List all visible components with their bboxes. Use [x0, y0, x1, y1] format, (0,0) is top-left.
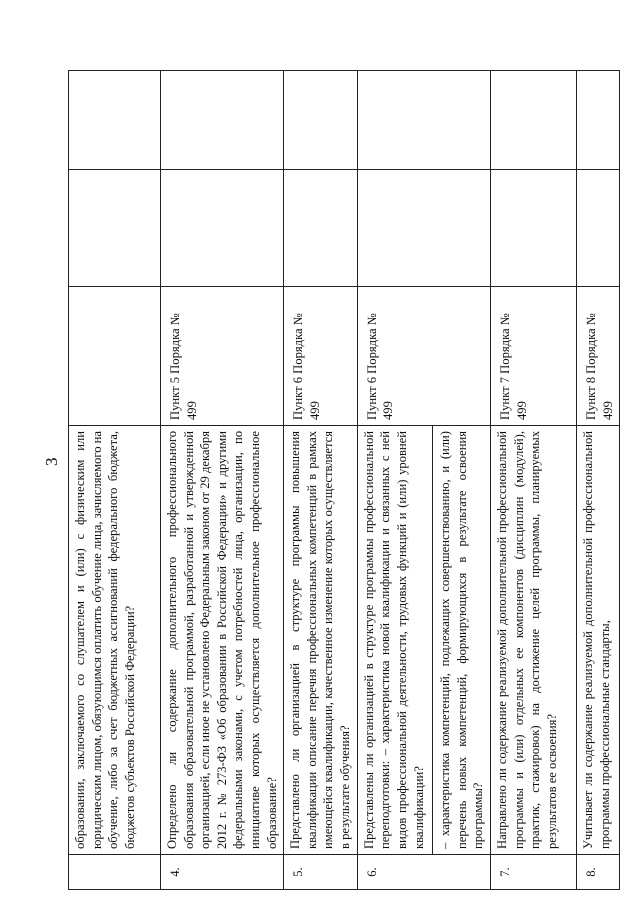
- row-number: 4.: [161, 855, 284, 890]
- answer-cell: [576, 170, 619, 287]
- answer-cell: [357, 170, 490, 287]
- question-cell: Направлено ли содержание реализуемой дополнительной профессиональной программы и (или) отдельных ее компонентов (дисциплин (модулей), практик, стажировок) на достижение целей программы, планируемых результатов ее освоения?: [490, 426, 576, 855]
- checklist-table: [68, 70, 620, 890]
- row-number: 5.: [284, 855, 357, 890]
- answer-cell: [284, 170, 357, 287]
- row-number: 8.: [576, 855, 619, 890]
- answer-cell: [69, 170, 161, 287]
- note-cell: [490, 71, 576, 170]
- answer-cell: [490, 170, 576, 287]
- table-row: [284, 71, 357, 890]
- question-cell: Определено ли содержание дополнительного профессионального образования образовательной программой, разработанной и утвержденной организацией, если иное не установлено Федеральным законом от 29 декабря 2012 г. № 273-ФЗ «Об образовании в Российской Федерации» и другими федеральными законами, с учетом потребностей лица, организации, по инициативе которых осуществляется дополнительное профессиональное образование?: [161, 426, 284, 855]
- row-number: [69, 855, 161, 890]
- note-cell: [161, 71, 284, 170]
- row-number: 7.: [490, 855, 576, 890]
- note-cell: [357, 71, 490, 170]
- question-subitem: – характеристика компетенций, подлежащих совершенствованию, и (или) перечень новых компетенций, формирующихся в результате освоения программы?: [432, 426, 487, 854]
- page-number: 3: [42, 457, 61, 466]
- table-row: [576, 71, 619, 890]
- table-row: [161, 71, 284, 890]
- table-row: [490, 71, 576, 890]
- checklist-table-rotated: [68, 70, 615, 890]
- note-cell: [284, 71, 357, 170]
- reference-cell: Пункт 7 Порядка № 499: [490, 287, 576, 426]
- question-text: Представлены ли организацией в структуре программы профессиональной переподготовки: – характеристика новой квалификации и связанных с ней видов профессиональной деятельности, трудовых функций и (или) уровней квалификации?: [361, 431, 426, 849]
- answer-cell: [161, 170, 284, 287]
- question-cell: образовании, заключаемого со слушателем и (или) с физическим или юридическим лицом, обязующимся оплатить обучение лица, зачисляемого на обучение, либо за счет бюджетных ассигнований федерального бюджета, бюджетов субъектов Российской Федерации?: [69, 426, 161, 855]
- question-cell: Представлено ли организацией в структуре программы повышения квалификации описание перечня профессиональных компетенций в рамках имеющейся квалификации, качественное изменение которых осуществляется в результате обучения?: [284, 426, 357, 855]
- reference-cell: Пункт 5 Порядка № 499: [161, 287, 284, 426]
- reference-cell: Пункт 8 Порядка № 499: [576, 287, 619, 426]
- question-cell: Учитывает ли содержание реализуемой дополнительной профессиональной программы профессиональные стандарты,: [576, 426, 619, 855]
- row-number: 6.: [357, 855, 490, 890]
- table-row: [69, 71, 161, 890]
- reference-cell: Пункт 6 Порядка № 499: [284, 287, 357, 426]
- reference-cell: [69, 287, 161, 426]
- question-cell: [357, 426, 490, 855]
- note-cell: [576, 71, 619, 170]
- note-cell: [69, 71, 161, 170]
- table-row: [357, 71, 490, 890]
- reference-cell: Пункт 6 Порядка № 499: [357, 287, 490, 426]
